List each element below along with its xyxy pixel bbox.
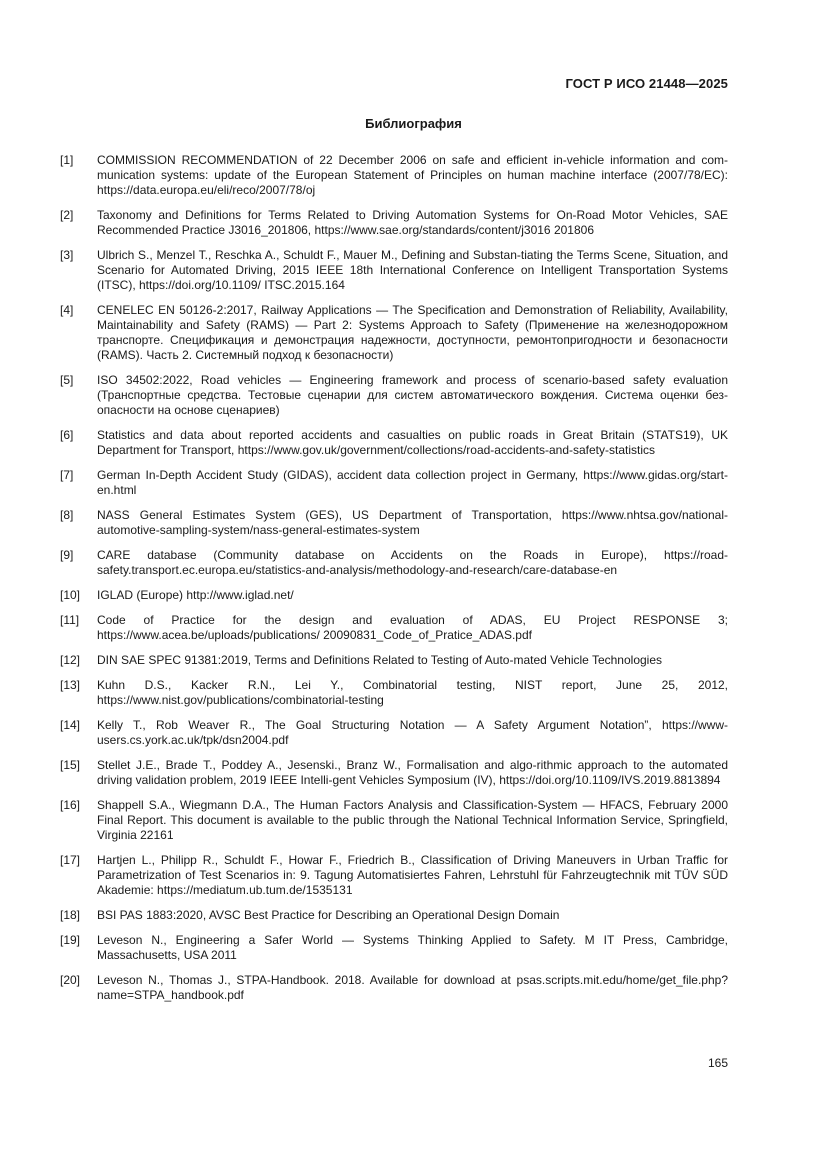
bibliography-entry-number: [3] <box>60 248 74 262</box>
bibliography-entry <box>60 153 728 198</box>
bibliography-entry-number: [6] <box>60 428 74 442</box>
section-title: Библиография <box>365 116 462 131</box>
bibliography-entry-text: Stellet J.E., Brade T., Poddey A., Jesenski., Branz W., Formalisation and algo-rithmic approach to the automated driving validation problem, 2019 IEEE Intelli-gent Vehicles Symposium (IV), https://doi.org/10.1109/IVS.2019.8813894 <box>97 758 728 787</box>
bibliography-entry-text: Ulbrich S., Menzel T., Reschka A., Schuldt F., Mauer M., Defining and Substan-tiating the Terms Scene, Situation, and Scenario for Automated Driving, 2015 IEEE 18th International Conference on Intelligent Transportation Systems (ITSC), https://doi.org/10.1109/ ITSC.2015.164 <box>97 248 728 292</box>
bibliography-entry <box>60 718 728 748</box>
bibliography-entry <box>60 208 728 238</box>
bibliography-entry <box>60 468 728 498</box>
bibliography-entry <box>60 973 728 1003</box>
bibliography-entry-number: [14] <box>60 718 81 732</box>
bibliography-entry-number: [7] <box>60 468 74 482</box>
bibliography-entry-number: [10] <box>60 588 81 602</box>
bibliography-entry <box>60 248 728 293</box>
bibliography-entry-text: COMMISSION RECOMMENDATION of 22 December 2006 on safe and efficient in-vehicle information and com-munication systems: update of the European Statement of Principles on human machine interface (2007/78/EC): https://data.europa.eu/eli/reco/2007/78/oj <box>97 153 728 197</box>
bibliography-entry <box>60 508 728 538</box>
bibliography-entry-text: Hartjen L., Philipp R., Schuldt F., Howar F., Friedrich B., Classification of Driving Maneuvers in Urban Traffic for Parametrization of Test Scenarios in: 9. Tagung Automatisiertes Fahren, Lehrstuhl für Fahrzeugtechnik mit TÜV SÜD Akademie: https://mediatum.ub.tum.de/1535131 <box>97 853 728 897</box>
bibliography-entry <box>60 303 728 363</box>
bibliography-entry-number: [15] <box>60 758 81 772</box>
bibliography-entry <box>60 853 728 898</box>
bibliography-entry-text: Kelly T., Rob Weaver R., The Goal Structuring Notation — A Safety Argument Notation”, https://www-users.cs.york.ac.uk/tpk/dsn2004.pdf <box>97 718 728 747</box>
bibliography-entry-text: ISO 34502:2022, Road vehicles — Engineering framework and process of scenario-based safety evaluation (Транспортные средства. Тестовые сценарии для систем автоматического вождения. Система оценки без-опасности на основе сценариев) <box>97 373 728 417</box>
bibliography-entry-text: CENELEC EN 50126-2:2017, Railway Applications — The Specification and Demonstration of Reliability, Availability, Maintainability and Safety (RAMS) — Part 2: Systems Approach to Safety (Применение на железнодорожном транспорте. Спецификация и демонстрация надежности, доступности, ремонтопригодности и безопасности (RAMS). Часть 2. Системный подход к безопасности) <box>97 303 728 362</box>
bibliography-entry-number: [16] <box>60 798 81 812</box>
bibliography-entry-number: [4] <box>60 303 74 317</box>
bibliography-list <box>60 153 728 1013</box>
bibliography-entry <box>60 428 728 458</box>
document-standard-id: ГОСТ Р ИСО 21448—2025 <box>565 76 728 91</box>
bibliography-entry <box>60 653 728 668</box>
bibliography-entry <box>60 548 728 578</box>
bibliography-entry-text: Leveson N., Thomas J., STPA-Handbook. 2018. Available for download at psas.scripts.mit.edu/home/get_file.php?name=STPA_handbook.pdf <box>97 973 728 1002</box>
bibliography-entry-text: Shappell S.A., Wiegmann D.A., The Human Factors Analysis and Classification-System — HFACS, February 2000 Final Report. This document is available to the public through the National Technical Information Service, Springfield, Virginia 22161 <box>97 798 728 842</box>
bibliography-entry-text: BSI PAS 1883:2020, AVSC Best Practice for Describing an Operational Design Domain <box>97 908 560 922</box>
bibliography-entry-text: Statistics and data about reported accidents and casualties on public roads in Great Britain (STATS19), UK Department for Transport, https://www.gov.uk/government/collections/road-accidents-and-safety-statistics <box>97 428 728 457</box>
bibliography-entry-number: [20] <box>60 973 81 987</box>
bibliography-entry-number: [8] <box>60 508 74 522</box>
bibliography-entry-number: [1] <box>60 153 74 167</box>
bibliography-entry-text: Leveson N., Engineering a Safer World — Systems Thinking Applied to Safety. M IT Press, Cambridge, Massachusetts, USA 2011 <box>97 933 728 962</box>
bibliography-entry-number: [12] <box>60 653 81 667</box>
bibliography-entry <box>60 588 728 603</box>
bibliography-entry-text: Taxonomy and Definitions for Terms Related to Driving Automation Systems for On-Road Motor Vehicles, SAE Recommended Practice J3016_201806, https://www.sae.org/standards/content/j3016 201806 <box>97 208 728 237</box>
bibliography-entry <box>60 613 728 643</box>
bibliography-entry-text: CARE database (Community database on Accidents on the Roads in Europe), https://road-safety.transport.ec.europa.eu/statistics-and-analysis/methodology-and-research/care-database-en <box>97 548 728 577</box>
bibliography-entry-number: [5] <box>60 373 74 387</box>
bibliography-entry-text: NASS General Estimates System (GES), US Department of Transportation, https://www.nhtsa.gov/national-automotive-sampling-system/nass-general-estimates-system <box>97 508 728 537</box>
bibliography-entry <box>60 798 728 843</box>
bibliography-entry <box>60 933 728 963</box>
bibliography-entry <box>60 678 728 708</box>
bibliography-entry-number: [11] <box>60 613 80 627</box>
bibliography-entry <box>60 908 728 923</box>
page-number: 165 <box>707 1056 728 1070</box>
bibliography-entry-text: DIN SAE SPEC 91381:2019, Terms and Definitions Related to Testing of Auto-mated Vehicle Technologies <box>97 653 663 667</box>
bibliography-entry-text: German In-Depth Accident Study (GIDAS), accident data collection project in Germany, https://www.gidas.org/start-en.html <box>97 468 728 497</box>
bibliography-entry-number: [2] <box>60 208 74 222</box>
bibliography-entry-text: IGLAD (Europe) http://www.iglad.net/ <box>97 588 294 602</box>
bibliography-entry-number: [13] <box>60 678 81 692</box>
bibliography-entry-number: [9] <box>60 548 74 562</box>
bibliography-entry <box>60 373 728 418</box>
bibliography-entry-text: Code of Practice for the design and evaluation of ADAS, EU Project RESPONSE 3; https://www.acea.be/uploads/publications/ 20090831_Code_of_Pratice_ADAS.pdf <box>97 613 728 642</box>
bibliography-entry-number: [18] <box>60 908 81 922</box>
bibliography-entry <box>60 758 728 788</box>
bibliography-entry-number: [19] <box>60 933 81 947</box>
bibliography-entry-text: Kuhn D.S., Kacker R.N., Lei Y., Combinatorial testing, NIST report, June 25, 2012, https://www.nist.gov/publications/combinatorial-testing <box>97 678 728 707</box>
bibliography-entry-number: [17] <box>60 853 81 867</box>
